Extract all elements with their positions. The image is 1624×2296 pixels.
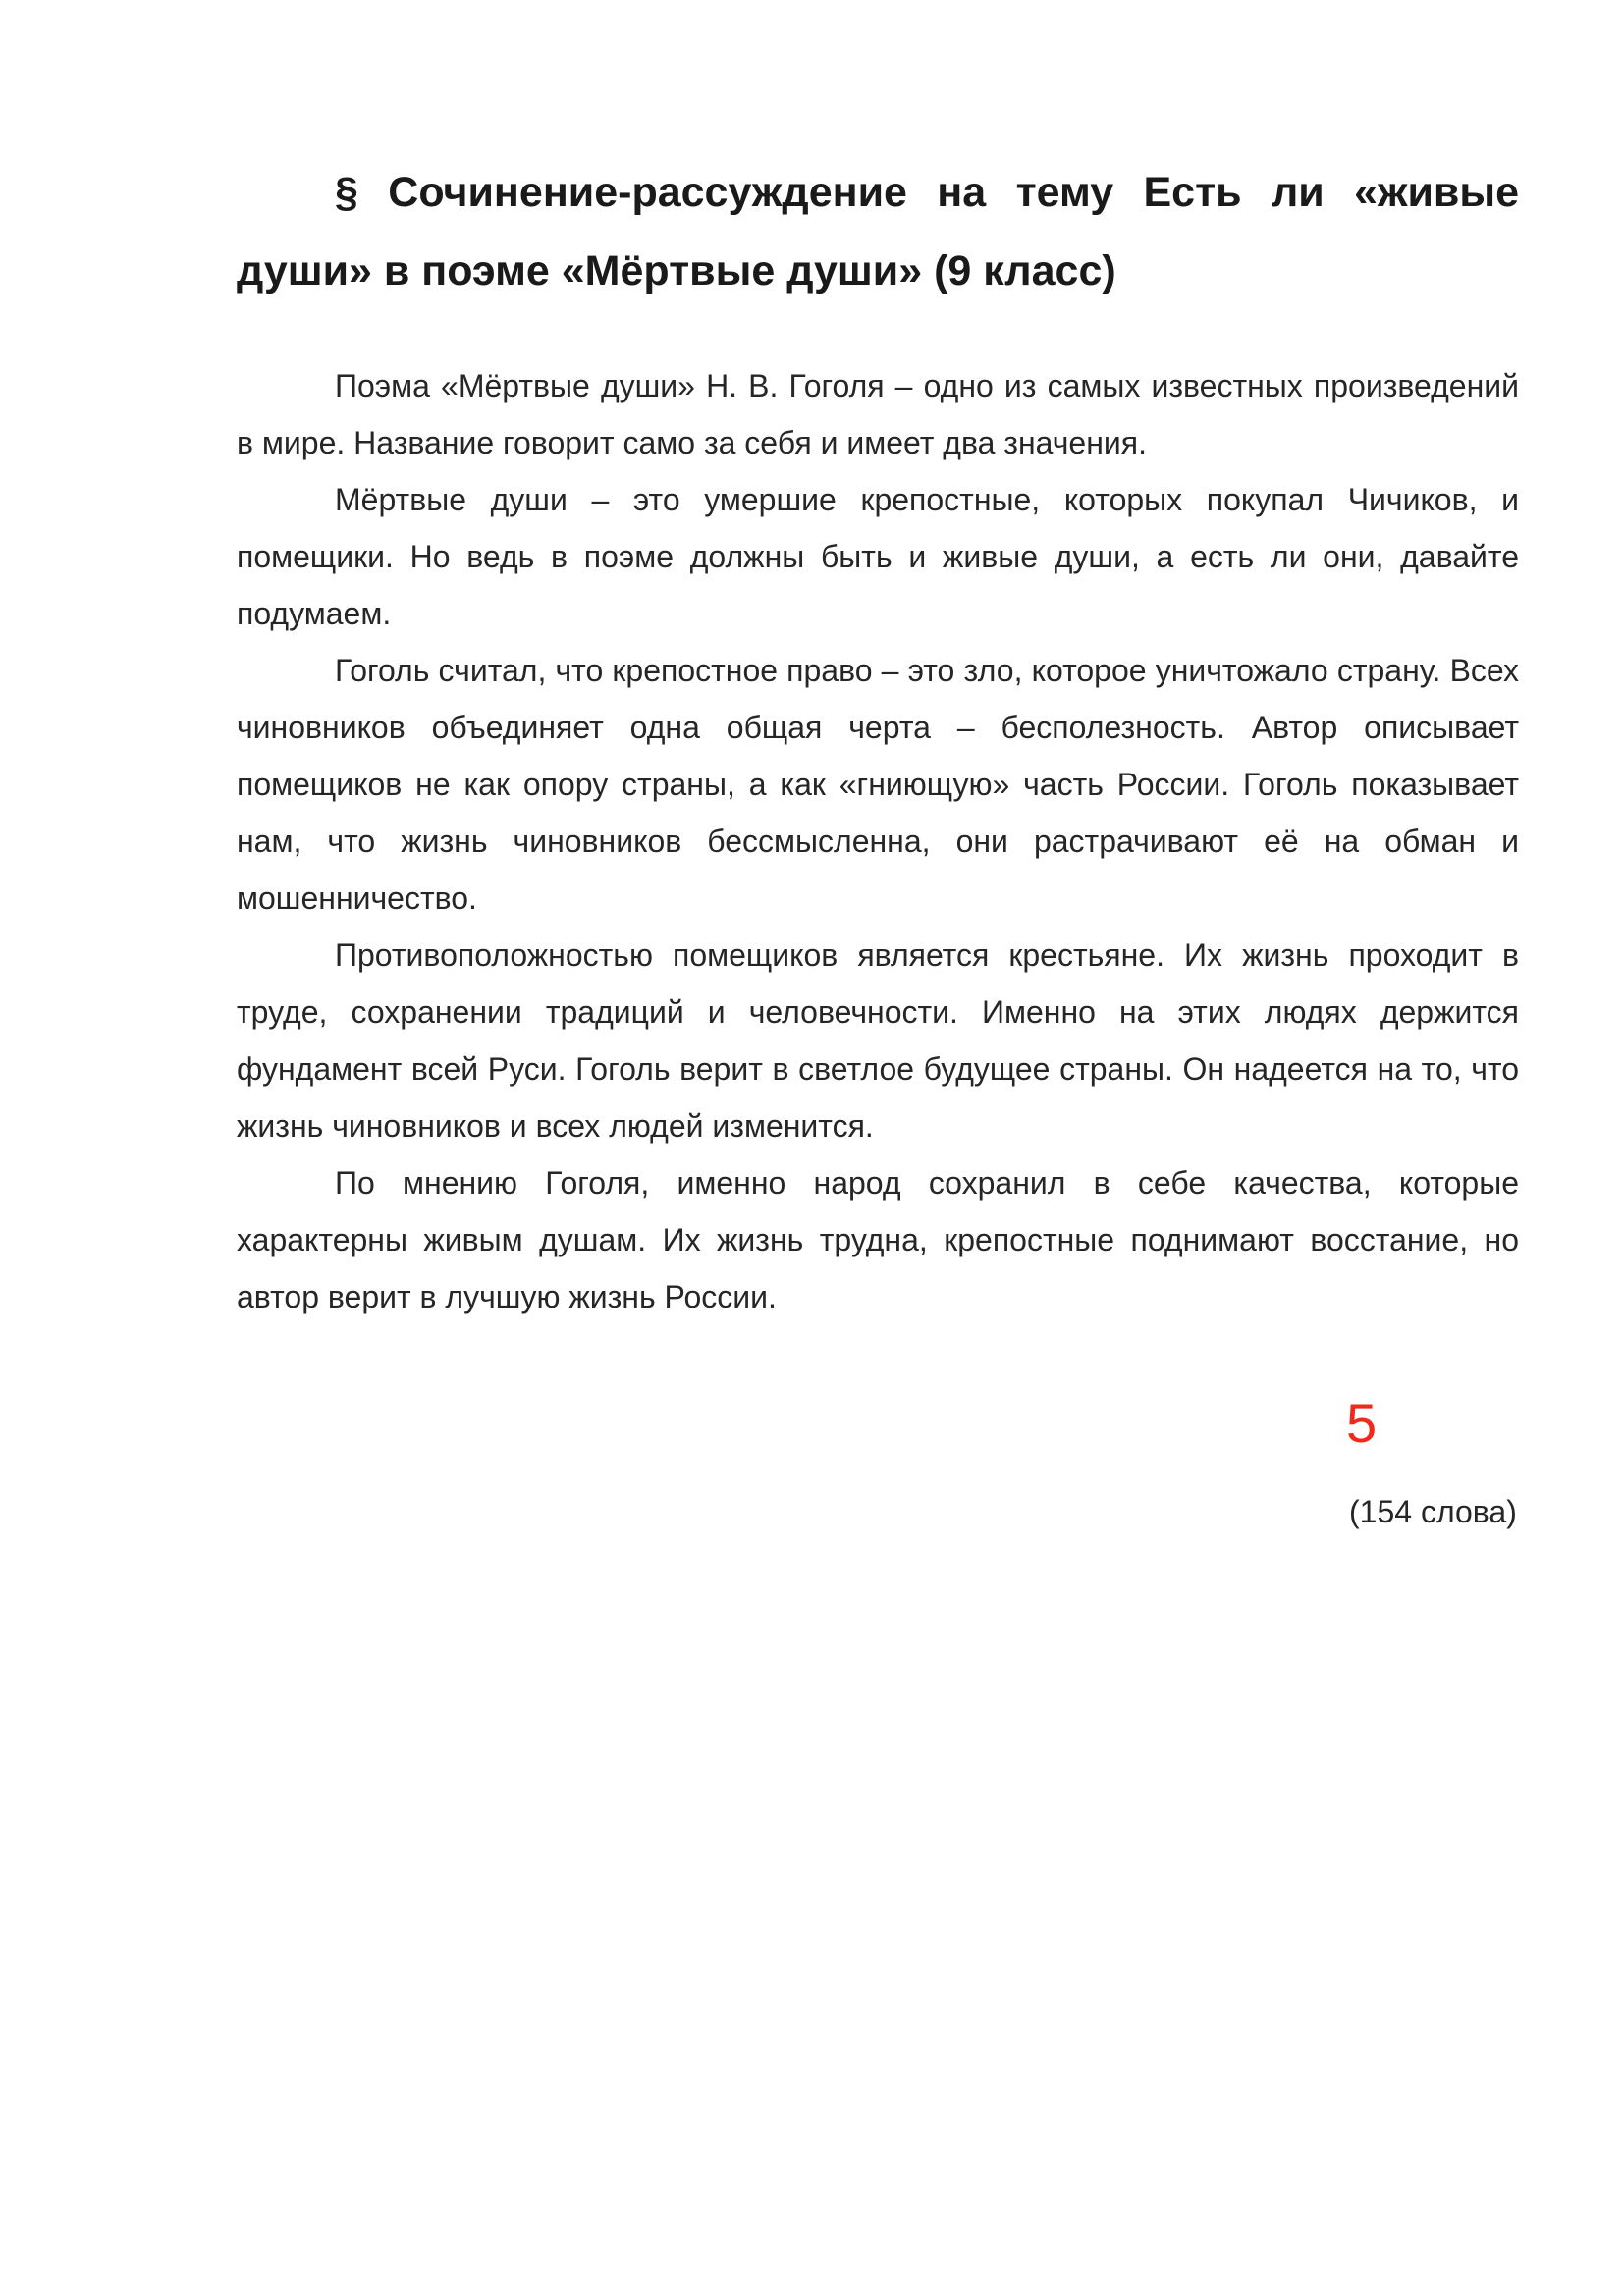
- essay-title: § Сочинение-рассуждение на тему Есть ли «живые души» в поэме «Мёртвые души» (9 класс): [237, 169, 1519, 294]
- essay-paragraph-4: Противоположностью помещиков является крестьяне. Их жизнь проходит в труде, сохранении традиций и человечности. Именно на этих людях держится фундамент всей Руси. Гоголь верит в светлое будущее страны. Он надеется на то, что жизнь чиновников и всех людей изменится.: [237, 937, 1519, 1144]
- word-count: (154 слова): [1349, 1494, 1517, 1529]
- essay-paragraph-1: Поэма «Мёртвые души» Н. В. Гоголя – одно из самых известных произведений в мире. Название говорит само за себя и имеет два значения.: [237, 368, 1519, 460]
- essay-paragraph-3: Гоголь считал, что крепостное право – это зло, которое уничтожало страну. Всех чиновников объединяет одна общая черта – бесполезность. Автор описывает помещиков не как опору страны, а как «гниющую» часть России. Гоголь показывает нам, что жизнь чиновников бессмысленна, они растрачивают её на обман и мошенничество.: [237, 653, 1519, 916]
- essay-paragraph-2: Мёртвые души – это умершие крепостные, которых покупал Чичиков, и помещики. Но ведь в поэме должны быть и живые души, а есть ли они, давайте подумаем.: [237, 482, 1519, 631]
- essay-body: [237, 357, 1519, 1325]
- essay-paragraph-5: По мнению Гоголя, именно народ сохранил в себе качества, которые характерны живым душам. Их жизнь трудна, крепостные поднимают восстание, но автор верит в лучшую жизнь России.: [237, 1165, 1519, 1314]
- grade-mark: 5: [1346, 1392, 1378, 1454]
